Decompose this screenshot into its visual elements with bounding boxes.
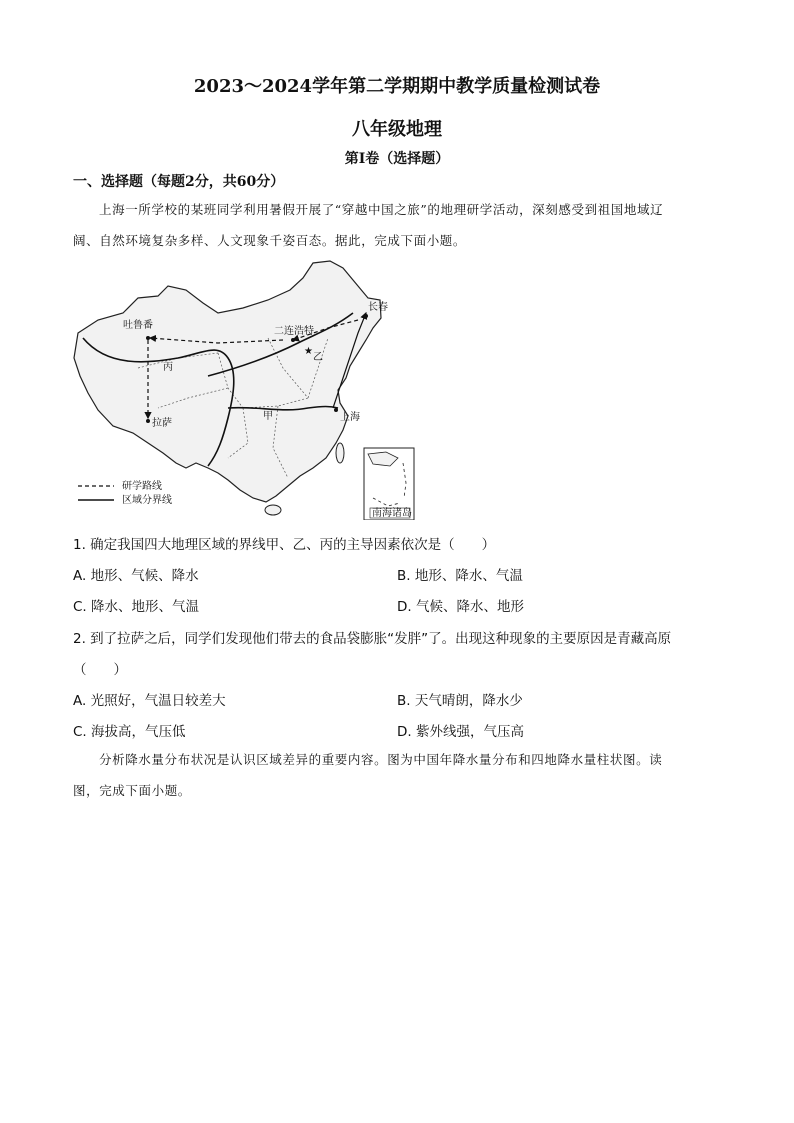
taiwan-island [336, 443, 344, 463]
exam-subtitle: 八年级地理 [352, 119, 442, 140]
intro-line-text: 分析降水量分布状况是认识区域差异的重要内容。图为中国年降水量分布和四地降水量柱状图。读 [99, 752, 663, 767]
legend-boundary-label: 区域分界线 [122, 495, 172, 506]
legend-route-label: 研学路线 [122, 481, 162, 492]
china-outline [74, 261, 381, 502]
intro-paragraph-1 [73, 194, 723, 256]
label-turpan: 吐鲁番 [123, 320, 153, 331]
intro-paragraph-2 [73, 744, 723, 806]
erenhot-dot [291, 338, 295, 342]
question-1-stem: 1. 确定我国四大地理区域的界线甲、乙、丙的主导因素依次是（ ） [73, 537, 496, 553]
beijing-star: ★ [304, 346, 313, 357]
question-2-option-d: D. 紫外线强，气压高 [397, 724, 524, 740]
label-bing: 丙 [163, 362, 173, 373]
question-2-stem-paren: （ ） [73, 662, 127, 678]
intro-line [73, 194, 723, 225]
label-yi: 乙 [313, 352, 323, 363]
intro-line [73, 744, 723, 775]
label-erenhot: 二连浩特 [274, 326, 314, 337]
changchun-dot [364, 314, 368, 318]
intro-line: 阔、自然环境复杂多样、人文现象千姿百态。据此，完成下面小题。 [73, 233, 467, 248]
exam-title: 2023～2024学年第二学期期中教学质量检测试卷 [193, 76, 601, 97]
question-2-option-c: C. 海拔高，气压低 [73, 724, 186, 740]
turpan-dot [146, 336, 150, 340]
question-1-option-b: B. 地形、降水、气温 [397, 568, 523, 584]
label-changchun: 长春 [368, 302, 388, 313]
nanhai-caption: 南海诸岛 [372, 508, 412, 519]
question-1-option-d: D. 气候、降水、地形 [397, 599, 524, 615]
label-shanghai: 上海 [340, 412, 360, 423]
intro-line: 图，完成下面小题。 [73, 783, 191, 798]
question-2-option-a: A. 光照好，气温日较差大 [73, 693, 226, 709]
intro-line-text: 上海一所学校的某班同学利用暑假开展了“穿越中国之旅”的地理研学活动，深刻感受到祖国地域辽 [99, 202, 664, 217]
question-1-option-c: C. 降水、地形、气温 [73, 599, 200, 615]
section-heading: 一、选择题（每题2分，共60分） [73, 174, 285, 190]
lhasa-dot [146, 419, 150, 423]
label-jia: 甲 [263, 411, 273, 422]
question-2-option-b: B. 天气晴朗，降水少 [397, 693, 523, 709]
question-1-option-a: A. 地形、气候、降水 [73, 568, 199, 584]
shanghai-dot [334, 408, 338, 412]
label-lhasa: 拉萨 [152, 418, 172, 429]
question-2-stem: 2. 到了拉萨之后，同学们发现他们带去的食品袋膨胀“发胖”了。出现这种现象的主要原因是青藏高原 [73, 631, 672, 647]
part-heading: 第Ⅰ卷（选择题） [344, 151, 450, 167]
hainan-island [265, 505, 281, 515]
china-route-map [68, 258, 420, 520]
